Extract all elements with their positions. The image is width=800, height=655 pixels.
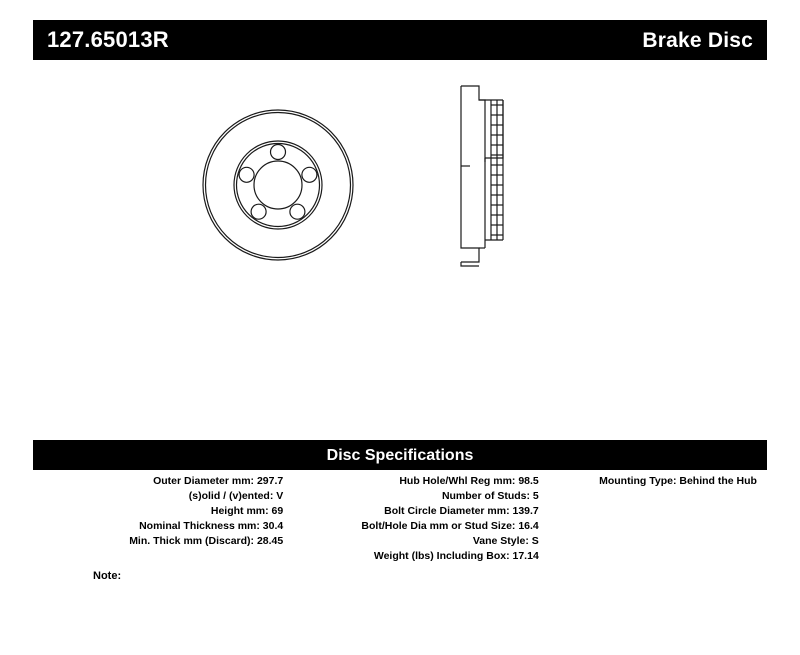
spec-item: Hub Hole/Whl Reg mm: 98.5: [399, 475, 539, 487]
header-bar: [33, 20, 767, 60]
spec-section-title: Disc Specifications: [326, 447, 474, 464]
spec-item: Min. Thick mm (Discard): 28.45: [129, 535, 284, 547]
spec-item: Nominal Thickness mm: 30.4: [139, 520, 284, 532]
spec-column-middle: [297, 474, 547, 564]
spec-item: Bolt/Hole Dia mm or Stud Size: 16.4: [361, 520, 539, 532]
brake-disc-face-view: [203, 110, 353, 260]
spec-item: Number of Studs: 5: [441, 490, 539, 502]
note-label: Note:: [93, 570, 122, 582]
bottom-rule: [33, 636, 767, 637]
brake-disc-side-section-view: [461, 86, 503, 266]
spec-columns: [33, 474, 767, 564]
spec-title-bar: [33, 442, 767, 470]
spec-item: Weight (lbs) Including Box: 17.14: [373, 550, 539, 562]
spec-column-left: [33, 474, 297, 564]
product-type-label: Brake Disc: [642, 28, 753, 52]
spec-item: Outer Diameter mm: 297.7: [153, 475, 284, 487]
part-number: 127.65013R: [47, 27, 169, 52]
note-row: [33, 570, 767, 582]
spec-column-right: [547, 474, 767, 564]
spec-item: Height mm: 69: [210, 505, 284, 517]
spec-item: (s)olid / (v)ented: V: [188, 490, 284, 502]
spec-item: Bolt Circle Diameter mm: 139.7: [384, 505, 539, 517]
technical-drawing: [33, 70, 767, 420]
spec-item: Mounting Type: Behind the Hub: [599, 475, 757, 487]
spec-item: Vane Style: S: [472, 535, 539, 547]
